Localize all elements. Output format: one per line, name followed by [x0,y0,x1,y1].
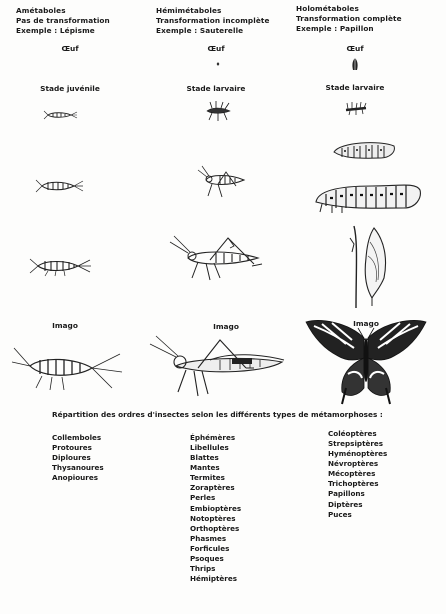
ametaboles-header [16,6,110,36]
chrysalis-illustration [344,222,394,310]
caterpillar-large-illustration [312,176,424,214]
butterfly-egg-illustration [351,57,359,71]
ametaboles-egg-label: Œuf [61,44,79,53]
order-item: Hyménoptères [328,449,388,459]
holometaboles-description: Transformation complète [296,13,402,23]
order-item: Diploures [52,453,91,463]
order-item: Mécoptères [328,469,376,479]
hemimetaboles-young-stage-label: Stade larvaire [186,84,246,93]
holometaboles-young-stage-label: Stade larvaire [325,83,385,92]
order-item: Embioptères [190,503,242,513]
order-item: Strepsiptères [328,439,384,449]
order-item: Blattes [190,453,219,463]
silverfish-juvenile-medium-illustration [36,176,84,196]
order-item: Puces [328,509,352,519]
ametaboles-orders-list [52,433,104,483]
grasshopper-adult-illustration [150,332,288,402]
order-item: Papillons [328,489,365,499]
silverfish-adult-illustration [12,336,124,402]
order-item: Forficules [190,543,230,553]
order-item: Diptères [328,499,363,509]
silverfish-juvenile-small-illustration [44,108,78,122]
hemimetaboles-header [156,6,270,36]
hemimetaboles-name: Hémimétaboles [156,6,222,15]
hemimetaboles-adult-label: Imago [213,322,239,331]
order-item: Mantes [190,463,220,473]
ametaboles-name: Amétaboles [16,6,66,15]
ametaboles-young-stage-label: Stade juvénile [40,84,100,93]
grasshopper-nymph-large-illustration [170,234,274,282]
order-item: Protoures [52,443,92,453]
holometaboles-egg-label: Œuf [346,44,364,53]
order-item: Perles [190,493,216,503]
hemimetaboles-orders-list [190,433,241,584]
repartition-title: Répartition des ordres d'insectes selon les différents types de métamorphoses : [52,410,383,419]
silverfish-juvenile-large-illustration [30,254,92,278]
hemimetaboles-description: Transformation incomplète [156,15,270,25]
holometaboles-name: Holométaboles [296,4,359,13]
order-item: Éphémères [190,433,236,442]
order-item: Notoptères [190,513,236,523]
ametaboles-adult-label: Imago [52,321,78,330]
order-item: Phasmes [190,533,227,543]
order-item: Libellules [190,443,229,453]
order-item: Hémiptères [190,574,237,584]
order-item: Thrips [190,564,216,574]
holometaboles-example: Exemple : Papillon [296,23,374,33]
hemimetaboles-egg-label: Œuf [207,44,225,53]
caterpillar-hatchling-illustration [344,100,368,116]
order-item: Thysanoures [52,463,104,473]
order-item: Coléoptères [328,429,377,438]
hemimetaboles-example: Exemple : Sauterelle [156,25,244,35]
holometaboles-header [296,4,402,34]
order-item: Psoques [190,553,224,563]
order-item: Termites [190,473,225,483]
order-item: Collemboles [52,433,102,442]
order-item: Zoraptères [190,483,235,493]
grasshopper-nymph-medium-illustration [196,164,250,200]
order-item: Anopioures [52,473,98,483]
ametaboles-example: Exemple : Lépisme [16,25,95,35]
order-item: Trichoptères [328,479,379,489]
holometaboles-adult-label: Imago [353,319,379,328]
butterfly-adult-illustration [302,318,430,406]
ametaboles-description: Pas de transformation [16,15,110,25]
order-item: Névroptères [328,459,379,469]
holometaboles-orders-list [328,429,387,520]
grasshopper-egg-illustration [216,62,220,66]
grasshopper-nymph-small-illustration [204,100,234,122]
caterpillar-medium-illustration [330,136,398,162]
order-item: Orthoptères [190,523,240,533]
